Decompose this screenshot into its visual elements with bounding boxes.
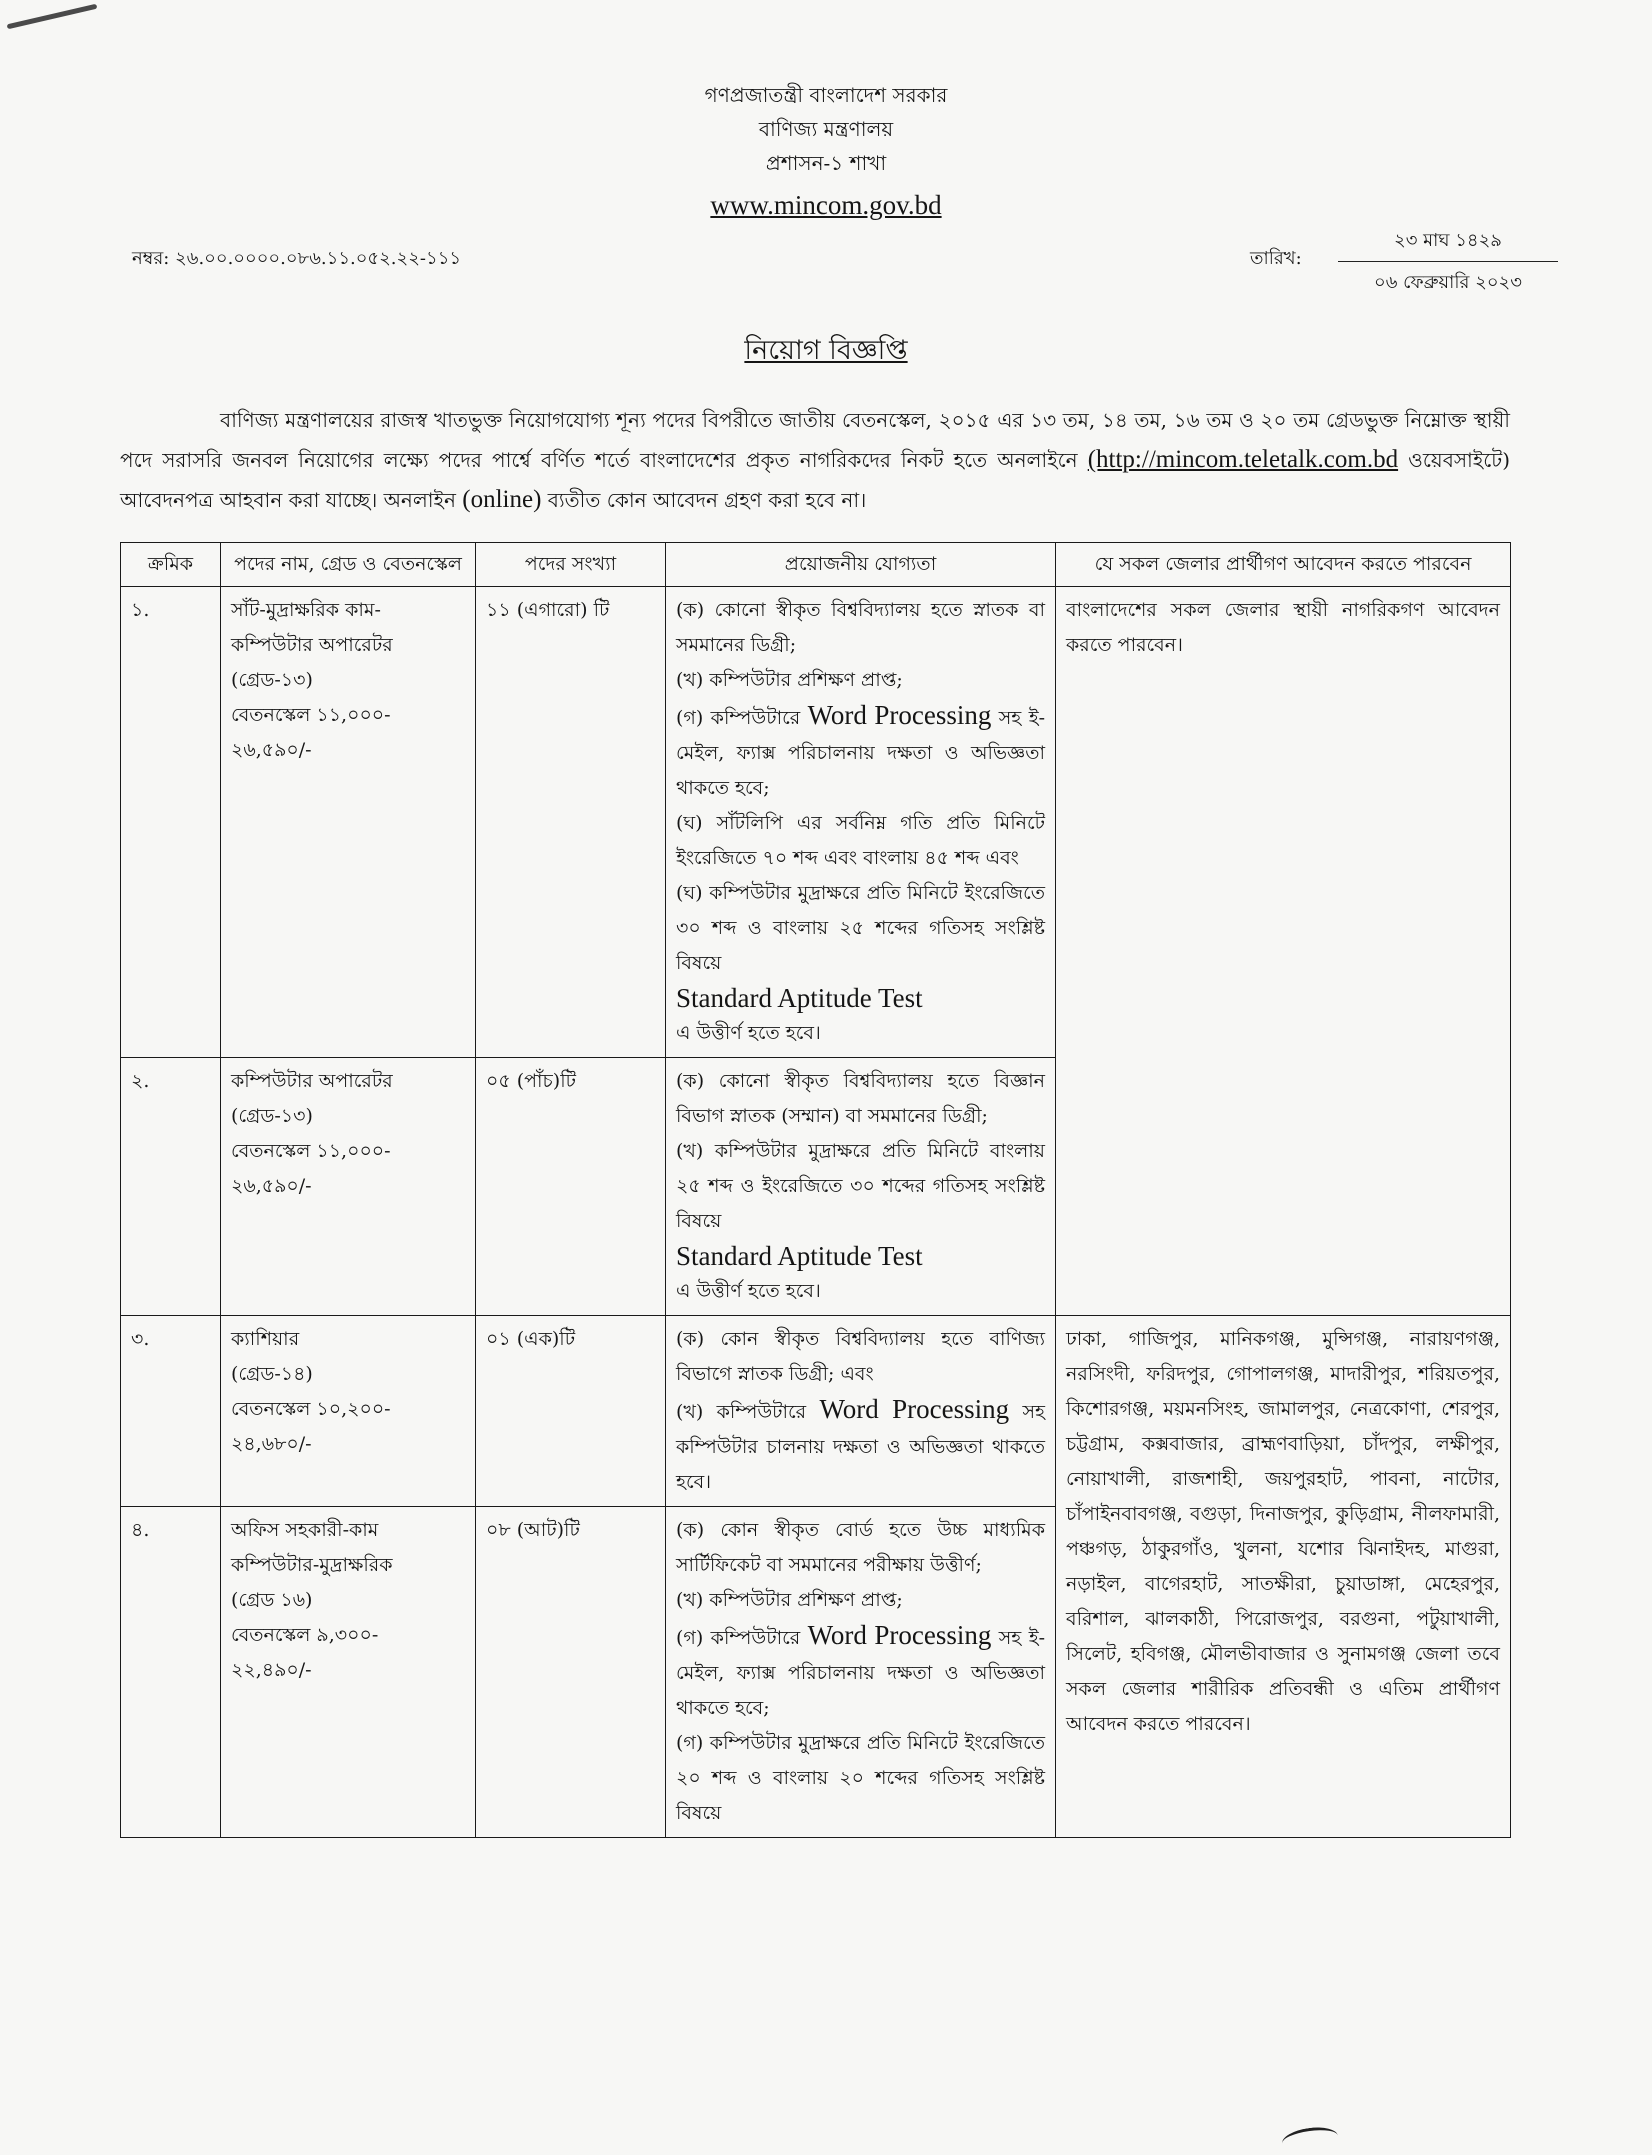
districts-text: বাংলাদেশের সকল জেলার স্থায়ী নাগরিকগণ আবেদন করতে পারবেন। [1066, 599, 1500, 656]
post-line: সাঁট-মুদ্রাক্ষরিক কাম- [231, 599, 381, 621]
application-site-link[interactable]: (http://mincom.teletalk.com.bd [1087, 446, 1399, 473]
qualification-item: (ঘ) কম্পিউটার মুদ্রাক্ষরে প্রতি মিনিটে ইংরেজিতে ৩০ শব্দ ও বাংলায় ২৫ শব্দের গতিসহ সংশ্লিষ্ট বিষয়ে [676, 882, 1045, 974]
post-cell [221, 1058, 476, 1316]
header-qualification: প্রয়োজনীয় যোগ্যতা [666, 543, 1056, 587]
count-cell: ১১ (এগারো) টি [476, 587, 666, 1058]
qualification-english: Standard Aptitude Test [676, 983, 923, 1013]
post-line: (গ্রেড-১৩) [231, 1105, 313, 1127]
notice-title-text: নিয়োগ বিজ্ঞপ্তি [744, 335, 908, 366]
qualification-cell [666, 1507, 1056, 1838]
post-line: অফিস সহকারী-কাম [231, 1519, 379, 1541]
ministry-website-link[interactable]: www.mincom.gov.bd [710, 190, 942, 220]
qualification-item: (ক) কোনো স্বীকৃত বিশ্ববিদ্যালয় হতে বিজ্ঞান বিভাগ স্নাতক (সম্মান) বা সমমানের ডিগ্রী; [676, 1070, 1045, 1127]
letterhead [0, 78, 1652, 224]
table-row [121, 1316, 1511, 1507]
districts-cell [1056, 587, 1511, 1316]
post-line: বেতনস্কেল ৯,৩০০- [231, 1624, 379, 1646]
date-bangla: ২৩ মাঘ ১৪২৯ [1338, 226, 1558, 262]
qualification-item: (খ) কম্পিউটার প্রশিক্ষণ প্রাপ্ত; [676, 669, 903, 691]
districts-cell [1056, 1316, 1511, 1838]
qualification-cell [666, 1058, 1056, 1316]
qualification-item: এ উত্তীর্ণ হতে হবে। [676, 1022, 821, 1044]
memo-number: নম্বর: ২৬.০০.০০০০.০৮৬.১১.০৫২.২২-১১১ [132, 248, 462, 269]
post-line: (গ্রেড-১৪) [231, 1363, 313, 1385]
qualification-item: (ক) কোন স্বীকৃত বিশ্ববিদ্যালয় হতে বাণিজ্য বিভাগে স্নাতক ডিগ্রী; এবং [676, 1328, 1045, 1385]
intro-text-2: ওয়েবসাইটে) আবেদনপত্র আহবান করা যাচ্ছে। অনলাইন [120, 448, 1510, 512]
qualification-text: সহ ই-মেইল, ফ্যাক্স পরিচালনায় দক্ষতা ও অভিজ্ঞতা থাকতে হবে; [676, 1627, 1045, 1719]
header-districts: যে সকল জেলার প্রার্থীগণ আবেদন করতে পারবেন [1056, 543, 1511, 587]
qualification-cell [666, 1316, 1056, 1507]
intro-paragraph [120, 400, 1510, 520]
count-cell: ০৮ (আট)টি [476, 1507, 666, 1838]
signature-mark [1281, 2124, 1340, 2155]
post-line: কম্পিউটার অপারেটর [231, 1070, 393, 1092]
qualification-english: Standard Aptitude Test [676, 1241, 923, 1271]
post-line: (গ্রেড ১৬) [231, 1589, 313, 1611]
header-count: পদের সংখ্যা [476, 543, 666, 587]
districts-text: ঢাকা, গাজিপুর, মানিকগঞ্জ, মুন্সিগঞ্জ, নারায়ণগঞ্জ, নরসিংদী, ফরিদপুর, গোপালগঞ্জ, মাদারীপুর, শরিয়তপুর, কিশোরগঞ্জ, ময়মনসিংহ, জামালপুর, নেত্রকোণা, শেরপুর, চট্টগ্রাম, কক্সবাজার, ব্রাহ্মণবাড়িয়া, চাঁদপুর, লক্ষীপুর, নোয়াখালী, রাজশাহী, জয়পুরহাট, পাবনা, নাটোর, চাঁপাইনবাবগঞ্জ, বগুড়া, দিনাজপুর, কুড়িগ্রাম, নীলফামারী, পঞ্চগড়, ঠাকুরগাঁও, খুলনা, যশোর ঝিনাইদহ, মাগুরা, নড়াইল, বাগেরহাট, সাতক্ষীরা, চুয়াডাঙ্গা, মেহেরপুর, বরিশাল, ঝালকাঠী, পিরোজপুর, বরগুনা, পটুয়াখালী, সিলেট, হবিগঞ্জ, মৌলভীবাজার ও সুনামগঞ্জ জেলা তবে সকল জেলার শারীরিক প্রতিবন্ধী ও এতিম প্রার্থীগণ আবেদন করতে পারবেন। [1066, 1328, 1500, 1735]
qualification-text: সহ কম্পিউটার চালনায় দক্ষতা ও অভিজ্ঞতা থাকতে হবে। [676, 1401, 1046, 1493]
post-line: ২৪,৬৮০/- [231, 1433, 312, 1455]
table-header-row [121, 543, 1511, 587]
section-name: প্রশাসন-১ শাখা [765, 151, 887, 175]
scan-mark [7, 4, 98, 30]
post-line: বেতনস্কেল ১১,০০০- [231, 1140, 391, 1162]
qualification-text: সহ ই-মেইল, ফ্যাক্স পরিচালনায় দক্ষতা ও অভিজ্ঞতা থাকতে হবে; [676, 707, 1045, 799]
qualification-english: Word [807, 700, 867, 730]
count-cell: ০৫ (পাঁচ)টি [476, 1058, 666, 1316]
notice-title [0, 330, 1652, 375]
intro-text-3: ব্যতীত কোন আবেদন গ্রহণ করা হবে না। [541, 488, 867, 512]
serial-cell: ৪. [121, 1507, 221, 1838]
count-cell: ০১ (এক)টি [476, 1316, 666, 1507]
qualification-item: (খ) কম্পিউটার মুদ্রাক্ষরে প্রতি মিনিটে বাংলায় ২৫ শব্দ ও ইংরেজিতে ৩০ শব্দের গতিসহ সংশ্লিষ্ট বিষয়ে [676, 1140, 1045, 1232]
post-cell [221, 1507, 476, 1838]
post-line: ২৬,৫৯০/- [231, 739, 312, 761]
date-values [1338, 226, 1558, 299]
post-line: ২২,৪৯০/- [231, 1659, 312, 1681]
date-gregorian: ০৬ ফেব্রুয়ারি ২০২৩ [1374, 272, 1522, 293]
serial-cell: ২. [121, 1058, 221, 1316]
qualification-english: Word [807, 1620, 867, 1650]
post-line: কম্পিউটার-মুদ্রাক্ষরিক [231, 1554, 393, 1576]
government-name: গণপ্রজাতন্ত্রী বাংলাদেশ সরকার [704, 83, 948, 107]
qualification-item: (খ) কম্পিউটার প্রশিক্ষণ প্রাপ্ত; [676, 1589, 903, 1611]
qualification-english: Word [819, 1394, 879, 1424]
qualification-item: (ঘ) সাঁটলিপি এর সর্বনিম্ন গতি প্রতি মিনিটে ইংরেজিতে ৭০ শব্দ এবং বাংলায় ৪৫ শব্দ এবং [676, 812, 1045, 869]
post-line: ক্যাশিয়ার [231, 1328, 300, 1350]
qualification-item [676, 1618, 1045, 1726]
header-serial: ক্রমিক [121, 543, 221, 587]
vacancy-table [120, 542, 1511, 1838]
qualification-item [676, 1392, 1045, 1500]
post-cell [221, 587, 476, 1058]
qualification-english: Processing [874, 700, 992, 730]
qualification-cell [666, 587, 1056, 1058]
serial-cell: ৩. [121, 1316, 221, 1507]
online-word: (online) [462, 486, 542, 513]
qualification-english: Processing [874, 1620, 992, 1650]
post-line: বেতনস্কেল ১০,২০০- [231, 1398, 391, 1420]
serial-cell: ১. [121, 587, 221, 1058]
qualification-text: (গ) কম্পিউটারে [676, 1627, 808, 1649]
post-line: কম্পিউটার অপারেটর [231, 634, 393, 656]
qualification-item: এ উত্তীর্ণ হতে হবে। [676, 1280, 821, 1302]
qualification-item [676, 698, 1045, 806]
ministry-name: বাণিজ্য মন্ত্রণালয় [758, 117, 894, 141]
post-line: ২৬,৫৯০/- [231, 1175, 312, 1197]
qualification-text: (খ) কম্পিউটারে [676, 1401, 820, 1423]
date-label: তারিখ: [1250, 248, 1302, 269]
post-line: বেতনস্কেল ১১,০০০- [231, 704, 391, 726]
qualification-item: (ক) কোনো স্বীকৃত বিশ্ববিদ্যালয় হতে স্নাতক বা সমমানের ডিগ্রী; [676, 599, 1045, 656]
post-line: (গ্রেড-১৩) [231, 669, 313, 691]
post-cell [221, 1316, 476, 1507]
qualification-text: (গ) কম্পিউটারে [676, 707, 808, 729]
table-row [121, 587, 1511, 1058]
header-post: পদের নাম, গ্রেড ও বেতনস্কেল [221, 543, 476, 587]
intro-text-1: বাণিজ্য মন্ত্রণালয়ের রাজস্ব খাতভুক্ত নিয়োগযোগ্য শূন্য পদের বিপরীতে জাতীয় বেতনস্কেল, ২০১৫ এর ১৩ তম, ১৪ তম, ১৬ তম ও ২০ তম গ্রেডভুক্ত নিম্নোক্ত স্থায়ী পদে সরাসরি জনবল নিয়োগের লক্ষ্যে পদের পার্শ্বে বর্ণিত শর্তে বাংলাদেশের প্রকৃত নাগরিকদের নিকট হতে অনলাইনে [120, 408, 1510, 472]
qualification-item: (ক) কোন স্বীকৃত বোর্ড হতে উচ্চ মাধ্যমিক সার্টিফিকেট বা সমমানের পরীক্ষায় উত্তীর্ণ; [676, 1519, 1045, 1576]
qualification-english: Processing [892, 1394, 1010, 1424]
qualification-item: (গ) কম্পিউটার মুদ্রাক্ষরে প্রতি মিনিটে ইংরেজিতে ২০ শব্দ ও বাংলায় ২০ শব্দের গতিসহ সংশ্লিষ্ট বিষয়ে [676, 1732, 1045, 1824]
